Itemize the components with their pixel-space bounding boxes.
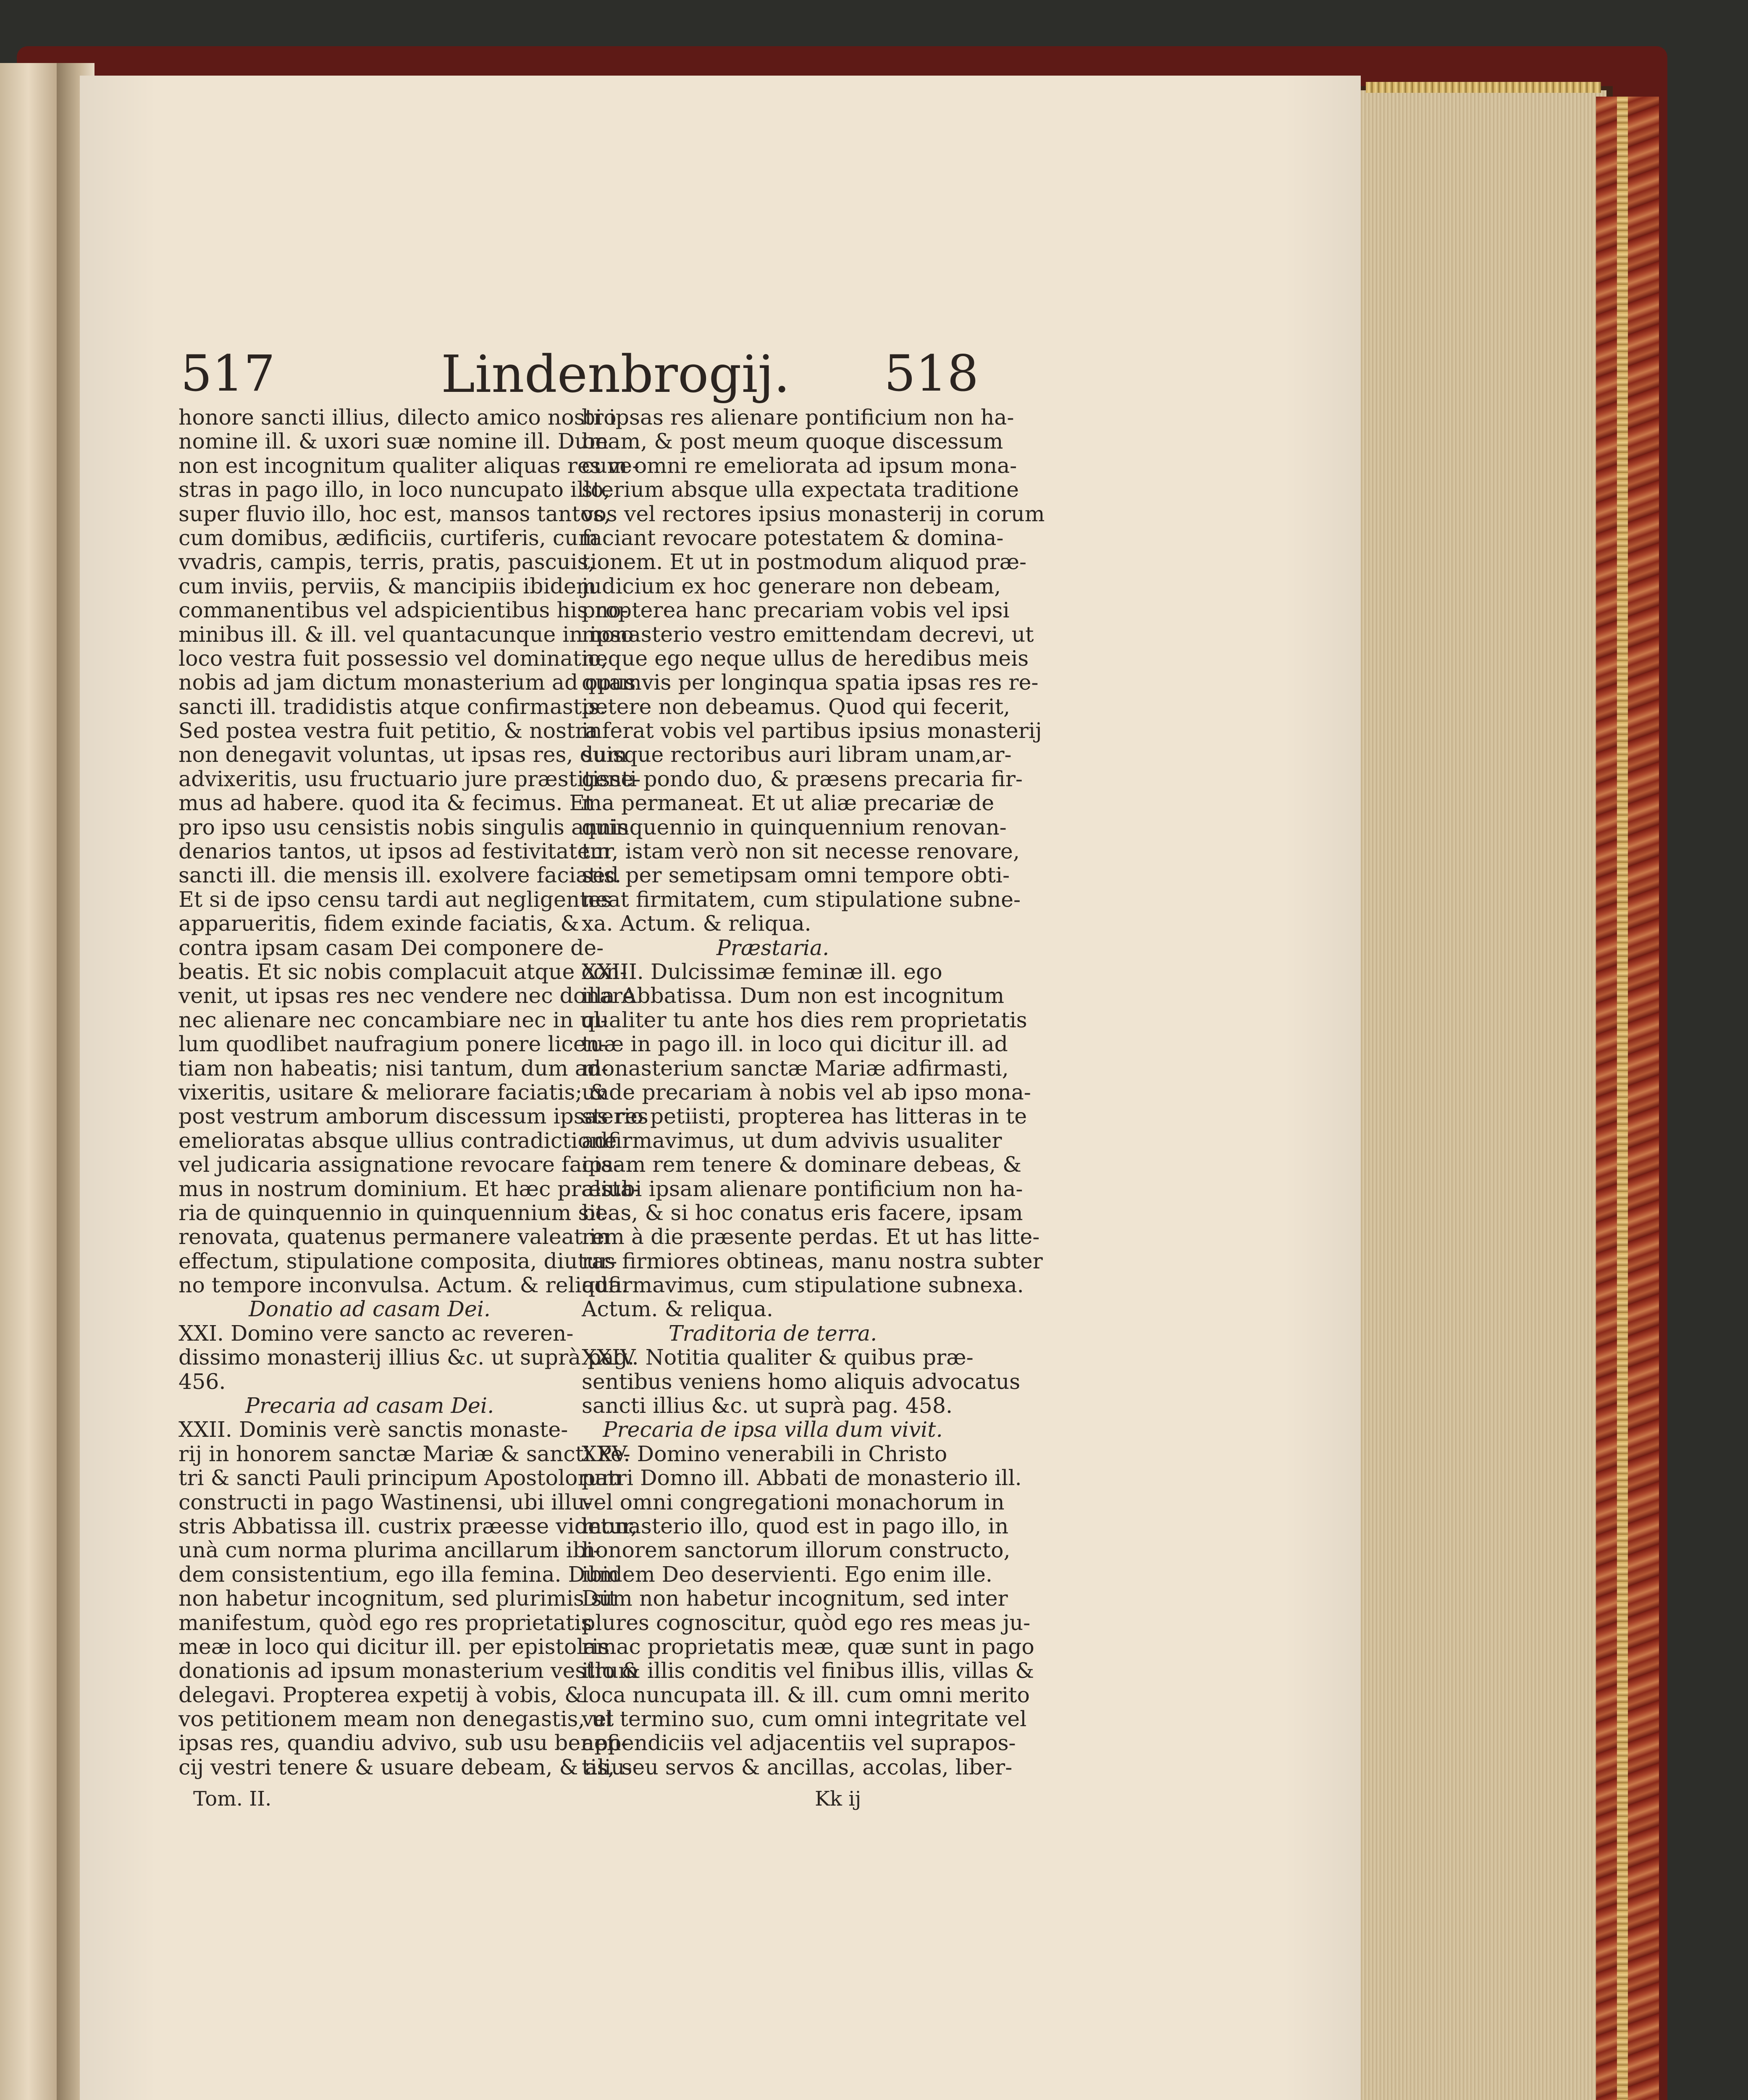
- text-line: ris ac proprietatis meæ, quæ sunt in pago: [582, 1634, 1034, 1659]
- text-line: lum quodlibet naufragium ponere licen-: [178, 1032, 607, 1057]
- text-line: ipsas res, quandiu advivo, sub usu benefi-: [178, 1730, 628, 1756]
- text-line: monasterium sanctæ Mariæ adfirmasti,: [582, 1055, 1009, 1081]
- text-line: monasterio vestro emittendam decrevi, ut: [582, 622, 1034, 647]
- running-title: Lindenbrogij.: [441, 344, 790, 404]
- text-line: vvadris, campis, terris, pratis, pascuis,: [178, 549, 595, 575]
- text-line: 456.: [178, 1369, 226, 1394]
- text-line: quinquennio in quinquennium renovan-: [582, 814, 1007, 840]
- text-line: stris Abbatissa ill. custrix præesse videtur,: [178, 1513, 638, 1538]
- text-line: beatis. Et sic nobis complacuit atque con-: [178, 959, 627, 984]
- text-line: Actum. & reliqua.: [582, 1297, 773, 1322]
- text-line: delegavi. Propterea expetij à vobis, &: [178, 1682, 583, 1707]
- text-line: sancti illius &c. ut suprà pag. 458.: [582, 1393, 953, 1418]
- text-line: ma permaneat. Et ut aliæ precariæ de: [582, 790, 995, 816]
- text-line: nomine ill. & uxori suæ nomine ill. Dum: [178, 429, 609, 454]
- text-line: tiam non habeatis; nisi tantum, dum ad-: [178, 1055, 609, 1081]
- text-line: ibidem Deo deservienti. Ego enim ille.: [582, 1562, 992, 1587]
- text-line: commanentibus vel adspicientibus his no-: [178, 598, 628, 623]
- text-line: Præstaria.: [716, 935, 829, 960]
- text-line: beas, & si hoc conatus eris facere, ipsam: [582, 1200, 1023, 1225]
- text-line: petere non debeamus. Quod qui fecerit,: [582, 694, 1010, 719]
- text-line: contra ipsam casam Dei componere de-: [178, 935, 604, 960]
- text-line: sentibus veniens homo aliquis advocatus: [582, 1369, 1021, 1394]
- text-line: judicium ex hoc generare non debeam,: [582, 573, 1001, 598]
- text-line: illa Abbatissa. Dum non est incognitum: [582, 983, 1005, 1008]
- text-line: qualiter tu ante hos dies rem proprietatis: [582, 1007, 1027, 1032]
- text-line: venit, ut ipsas res nec vendere nec donare: [178, 983, 635, 1008]
- text-line: donationis ad ipsum monasterium vestrum: [178, 1658, 639, 1683]
- text-line: dem consistentium, ego illa femina. Dum: [178, 1562, 619, 1587]
- text-line: genti pondo duo, & præsens precaria fir-: [582, 766, 1023, 791]
- text-line: denarios tantos, ut ipsos ad festivitatem: [178, 839, 610, 864]
- text-line: loca nuncupata ill. & ill. cum omni merito: [582, 1682, 1030, 1707]
- text-line: quamvis per longinqua spatia ipsas res re-: [582, 670, 1039, 695]
- text-line: honorem sanctorum illorum constructo,: [582, 1538, 1010, 1563]
- text-line: non habetur incognitum, sed plurimis sit: [178, 1586, 617, 1611]
- gilt-border-top: [1366, 82, 1601, 93]
- text-line: tis, seu servos & ancillas, accolas, liber-: [582, 1754, 1013, 1780]
- text-line: sterium absque ulla expectata traditione: [582, 477, 1019, 502]
- page-number-left: 517: [181, 344, 276, 402]
- text-line: mus ad habere. quod ita & fecimus. Et: [178, 790, 593, 816]
- text-line: patri Domno ill. Abbati de monasterio ill.: [582, 1465, 1022, 1491]
- text-line: advixeritis, usu fructuario jure præstitisse-: [178, 766, 641, 791]
- text-line: no tempore inconvulsa. Actum. & reliqua.: [178, 1273, 628, 1298]
- text-line: propterea hanc precariam vobis vel ipsi: [582, 598, 1010, 623]
- text-line: vos vel rectores ipsius monasterij in corum: [582, 501, 1045, 526]
- text-line: rem à die præsente perdas. Et ut has litte-: [582, 1224, 1040, 1250]
- text-line: vel omni congregationi monachorum in: [582, 1489, 1005, 1515]
- text-line: rij in honorem sanctæ Mariæ & sancti Pe-: [178, 1441, 630, 1466]
- text-line: Donatio ad casam Dei.: [249, 1297, 491, 1322]
- right-text-column: [582, 405, 1045, 1780]
- text-line: plures cognoscitur, quòd ego res meas ju-: [582, 1610, 1031, 1635]
- text-line: cum inviis, perviis, & mancipiis ibidem: [178, 573, 596, 598]
- text-line: adfirmavimus, cum stipulatione subnexa.: [582, 1273, 1024, 1298]
- text-line: tur, istam verò non sit necesse renovare,: [582, 839, 1020, 864]
- text-line: ria de quinquennio in quinquennium sit: [178, 1200, 604, 1225]
- text-line: XXV. Domino venerabili in Christo: [582, 1441, 947, 1466]
- text-line: XXII. Dominis verè sanctis monaste-: [178, 1417, 568, 1442]
- text-line: sed per semetipsam omni tempore obti-: [582, 863, 1010, 888]
- text-line: suisque rectoribus auri libram unam,ar-: [582, 742, 1012, 767]
- text-line: nobis ad jam dictum monasterium ad opus: [178, 670, 636, 695]
- text-line: neque ego neque ullus de heredibus meis: [582, 646, 1029, 671]
- text-line: minibus ill. & ill. vel quantacunque in ipso: [178, 622, 634, 647]
- text-line: honore sancti illius, dilecto amico nostro: [178, 405, 617, 430]
- text-line: super fluvio illo, hoc est, mansos tantos,: [178, 501, 611, 526]
- text-line: tri & sancti Pauli principum Apostolorum: [178, 1465, 622, 1491]
- text-line: dissimo monasterij illius &c. ut suprà pag.: [178, 1345, 635, 1370]
- text-line: Sed postea vestra fuit petitio, & nostra: [178, 718, 598, 743]
- text-line: Dum non habetur incognitum, sed inter: [582, 1586, 1008, 1611]
- text-line: non denegavit voluntas, ut ipsas res, dum: [178, 742, 627, 767]
- text-line: stras in pago illo, in loco nuncupato illo,: [178, 477, 610, 502]
- text-line: Et si de ipso censu tardi aut negligentes: [178, 887, 612, 912]
- text-line: XXIV. Notitia qualiter & quibus præ-: [582, 1345, 974, 1370]
- text-line: beam, & post meum quoque discessum: [582, 429, 1003, 454]
- text-line: nec alienare nec concambiare nec in ul-: [178, 1007, 608, 1032]
- text-line: inferat vobis vel partibus ipsius monasterij: [582, 718, 1042, 743]
- text-line: loco vestra fuit possessio vel dominatio,: [178, 646, 608, 671]
- text-line: neat firmitatem, cum stipulatione subne-: [582, 887, 1021, 912]
- text-line: meæ in loco qui dicitur ill. per epistolam: [178, 1634, 617, 1659]
- text-line: Precaria ad casam Dei.: [245, 1393, 494, 1418]
- text-line: ras firmiores obtineas, manu nostra subter: [582, 1248, 1043, 1273]
- text-line: tionem. Et ut in postmodum aliquod præ-: [582, 549, 1027, 575]
- signature-mark: Kk ij: [815, 1787, 861, 1811]
- text-line: xa. Actum. & reliqua.: [582, 911, 811, 936]
- text-line: cum omni re emeliorata ad ipsum mona-: [582, 453, 1017, 478]
- text-line: post vestrum amborum discessum ipsas res: [178, 1104, 648, 1129]
- text-line: renovata, quatenus permanere valeat in: [178, 1224, 610, 1250]
- text-line: XXIII. Dulcissimæ feminæ ill. ego: [582, 959, 942, 984]
- text-line: ipsam rem tenere & dominare debeas, &: [582, 1152, 1022, 1177]
- text-line: sancti ill. die mensis ill. exolvere faciatis.: [178, 863, 622, 888]
- facing-page-edge: [0, 63, 63, 2100]
- text-line: unde precariam à nobis vel ab ipso mona-: [582, 1079, 1031, 1105]
- text-line: effectum, stipulatione composita, diutur-: [178, 1248, 617, 1273]
- page-number-right: 518: [884, 344, 979, 402]
- text-line: monasterio illo, quod est in pago illo, in: [582, 1513, 1009, 1538]
- text-line: illo & illis conditis vel finibus illis, villas &: [582, 1658, 1034, 1683]
- text-line: adfirmavimus, ut dum advivis usualiter: [582, 1128, 1002, 1153]
- text-line: vixeritis, usitare & meliorare faciatis; &: [178, 1079, 608, 1105]
- text-line: vos petitionem meam non denegastis, ut: [178, 1706, 614, 1732]
- text-line: emelioratas absque ullius contradictione: [178, 1128, 617, 1153]
- left-text-column: [178, 405, 648, 1780]
- volume-note: Tom. II.: [193, 1787, 272, 1811]
- text-line: sterio petiisti, propterea has litteras in te: [582, 1104, 1027, 1129]
- text-line: constructi in pago Wastinensi, ubi illu-: [178, 1489, 592, 1515]
- text-line: manifestum, quòd ego res proprietatis: [178, 1610, 592, 1635]
- text-line: tuæ in pago ill. in loco qui dicitur ill. ad: [582, 1032, 1008, 1057]
- gilt-border: [1617, 97, 1628, 2100]
- text-line: mus in nostrum dominium. Et hæc præsta-: [178, 1176, 640, 1201]
- text-line: apparueritis, fidem exinde faciatis, &: [178, 911, 580, 936]
- text-line: Traditoria de terra.: [668, 1320, 877, 1346]
- text-line: cum domibus, ædificiis, curtiferis, cum: [178, 525, 598, 550]
- text-line: bi ipsas res alienare pontificium non ha-: [582, 405, 1014, 430]
- text-line: sancti ill. tradidistis atque confirmastis.: [178, 694, 606, 719]
- text-line: appendiciis vel adjacentiis vel suprapos-: [582, 1730, 1016, 1756]
- text-line: unà cum norma plurima ancillarum ibi-: [178, 1538, 601, 1563]
- text-line: faciant revocare potestatem & domina-: [582, 525, 1004, 550]
- text-line: vel judicaria assignatione revocare facia-: [178, 1152, 621, 1177]
- text-line: non est incognitum qualiter aliquas res ve-: [178, 453, 640, 478]
- text-line: Precaria de ipsa villa dum vivit.: [603, 1417, 943, 1442]
- text-line: aliubi ipsam alienare pontificium non ha-: [582, 1176, 1023, 1201]
- page-fore-edge: [1359, 90, 1606, 2100]
- text-line: cij vestri tenere & usuare debeam, & aliu-: [178, 1754, 632, 1780]
- text-line: pro ipso usu censistis nobis singulis annis: [178, 814, 629, 840]
- text-line: XXI. Domino vere sancto ac reveren-: [178, 1320, 574, 1346]
- text-line: vel termino suo, cum omni integritate vel: [582, 1706, 1027, 1732]
